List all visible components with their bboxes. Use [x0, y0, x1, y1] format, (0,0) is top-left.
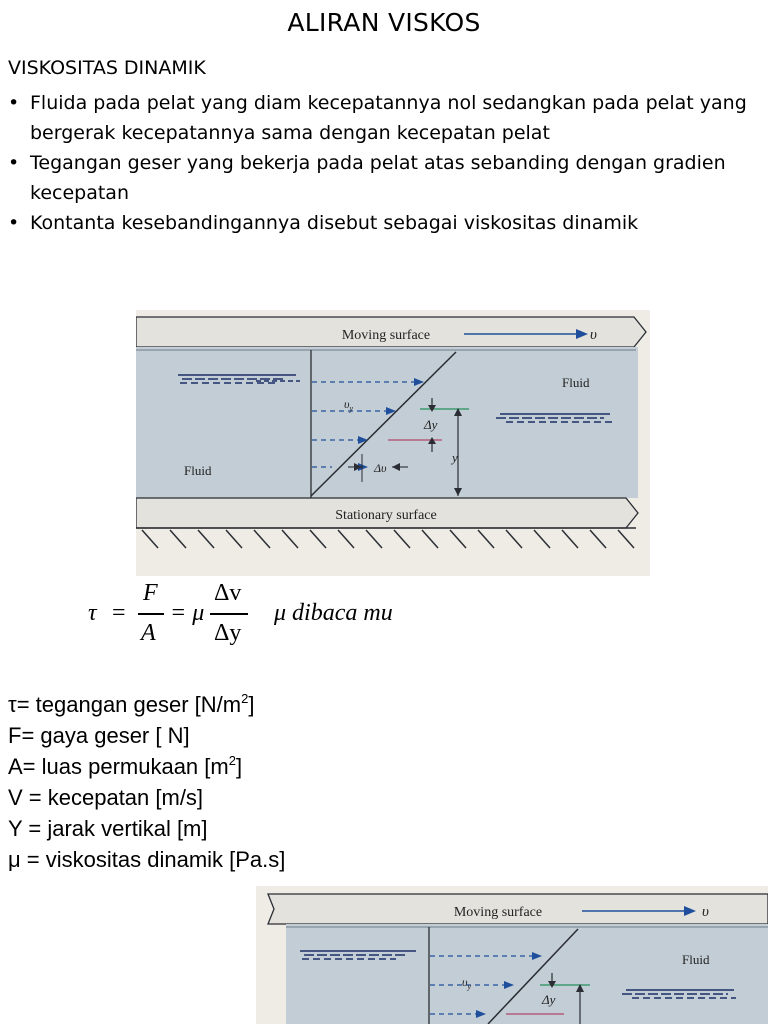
fluid-region — [286, 924, 768, 1024]
bullet-item: • Kontanta kesebandingannya disebut sebagai viskositas dinamik — [8, 208, 764, 238]
viscosity-formula — [88, 578, 488, 654]
bullet-list — [8, 88, 764, 238]
definition-item: A= luas permukaan $[m^2]$ — [8, 753, 243, 779]
page-title: ALIRAN VISKOS — [287, 8, 481, 37]
formula-note: μ dibaca mu — [274, 600, 393, 626]
velocity-symbol: υ — [590, 327, 597, 343]
fluid-label-right: Fluid — [682, 952, 710, 967]
section-subtitle: VISKOSITAS DINAMIK — [8, 57, 206, 79]
variable-definitions — [8, 689, 285, 875]
viscous-flow-diagram — [136, 310, 650, 576]
formula-equals: = — [112, 600, 126, 626]
bullet-item: • Fluida pada pelat yang diam kecepatannya nol sedangkan pada pelat yang bergerak kecepatannya sama dengan kecepatan pelat — [8, 88, 764, 148]
moving-surface-label: Moving surface — [341, 328, 431, 343]
dy-label: Δy — [424, 417, 438, 432]
fluid-label-right: Fluid — [562, 375, 590, 390]
definition-item: V = kecepatan [m/s] — [8, 785, 204, 810]
viscous-flow-diagram-copy — [256, 886, 768, 1024]
bullet-item: • Tegangan geser yang bekerja pada pelat atas sebanding dengan gradien kecepatan — [8, 148, 764, 208]
vy-label: $\upsilon_y$ — [344, 397, 354, 413]
y-label: y — [452, 450, 458, 465]
formula-denominator-dy: Δy — [214, 620, 242, 646]
definition-item: τ= tegangan geser $[N/m^2]$ — [8, 691, 255, 717]
formula-tau: τ — [88, 600, 97, 626]
formula-equals-mu: = μ — [170, 600, 205, 626]
definition-item: Y = jarak vertikal [m] — [8, 816, 208, 841]
dv-label: Δυ — [374, 461, 387, 475]
definition-item: F= gaya geser [ N] — [8, 723, 190, 748]
definition-item: μ = viskositas dinamik [Pa.s] — [8, 847, 286, 872]
fraction-bar — [210, 613, 248, 615]
moving-surface-label: Moving surface — [453, 905, 543, 920]
fluid-label-left: Fluid — [184, 463, 212, 478]
vy-label: $\upsilon_y$ — [462, 975, 472, 991]
formula-denominator-a: A — [141, 620, 156, 646]
stationary-surface-label: Stationary surface — [335, 508, 437, 523]
formula-numerator-f: F — [143, 580, 158, 606]
dy-label: Δy — [542, 992, 556, 1007]
formula-numerator-dv: Δv — [214, 580, 242, 606]
velocity-symbol: υ — [702, 904, 709, 920]
fraction-bar — [138, 613, 164, 615]
